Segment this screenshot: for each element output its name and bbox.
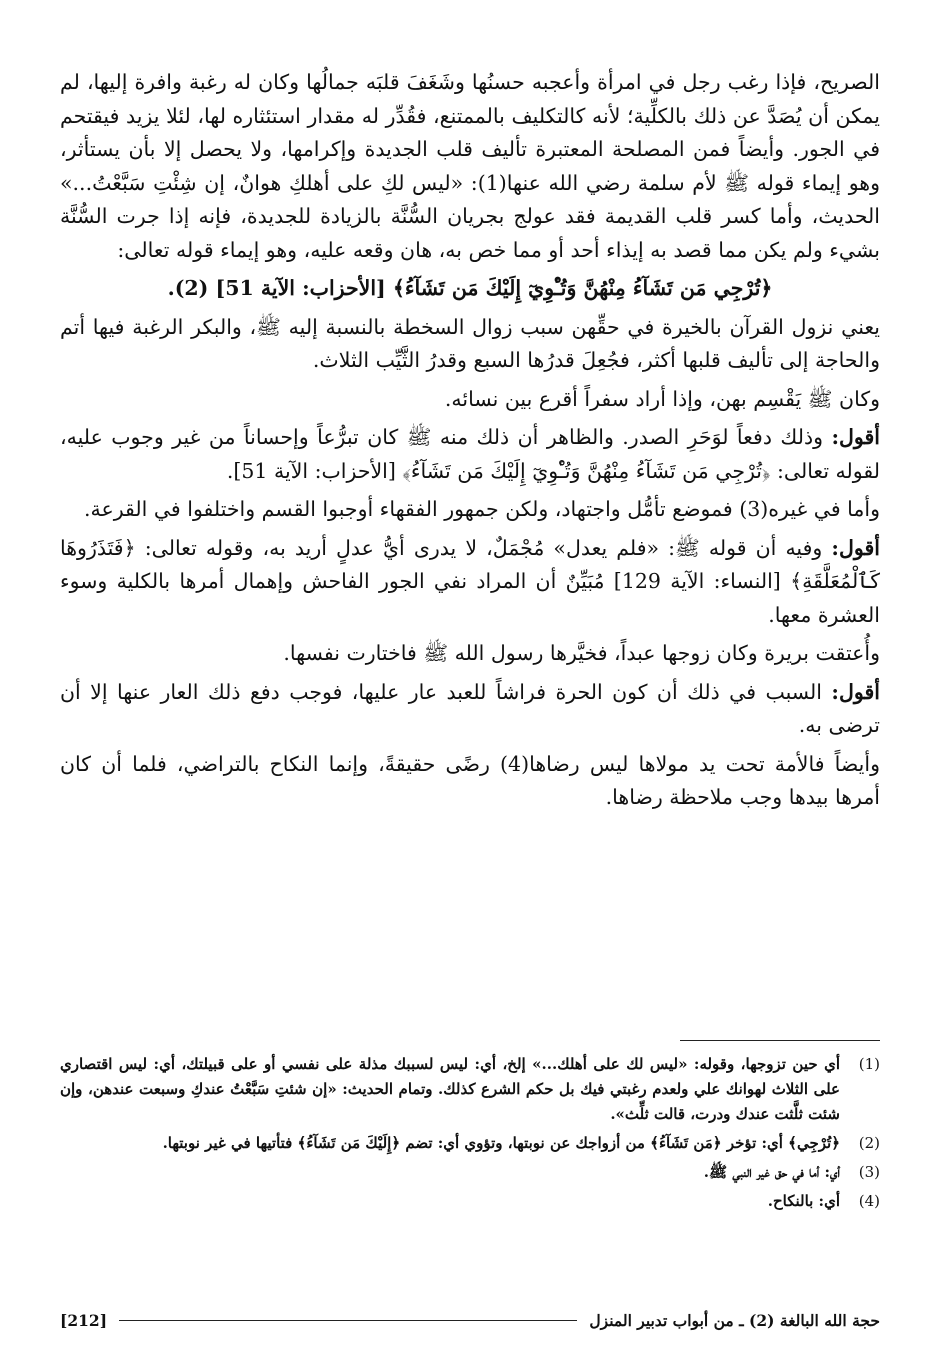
paragraph-4: وكان ﷺ يَقْسِم بهن، وإذا أراد سفراً أقرع بين نسائه. (444, 386, 880, 411)
footnote (60, 1131, 880, 1156)
paragraph-5: أقول: وذلك دفعاً لوَحَرِ الصدر. والظاهر أن ذلك منه ﷺ كان تبرُّعاً وإحساناً من غير وجوب عليه، لقوله تعالى: ﴿تُرْجِي مَن تَشَآءُ مِنْهُنَّ وَتُـْٔوِيٓ إِلَيْكَ مَن تَشَآءُ﴾ [الأحزاب: الآية 51]. (60, 425, 880, 483)
footnote-number: (4) (858, 1192, 880, 1210)
lead-word: أقول: (831, 535, 880, 560)
footnote-text: أي: أما في حق غير النبي ﷺ. (703, 1163, 840, 1181)
page-number: [212] (60, 1310, 108, 1330)
lead-word: أقول: (831, 679, 880, 704)
page-footer (60, 1306, 880, 1334)
paragraph-1: الصريح، فإذا رغب رجل في امرأة وأعجبه حسنُها وشَغَفَ قلبَه جمالُها وكان له رغبة وافرة إليها، لم يمكن أن يُصَدَّ عن ذلك بالكلِّية؛ لأنه كالتكليف بالممتنع، فقُدِّر له مقدار استئثاره لها، لئلا يزيد فيقتحم في الجور. وأيضاً فمن المصلحة المعتبرة تأليف قلب الجديدة وإكرامها، ولا يحصل إلا بأن يستأثر، وهو إيماء قوله ﷺ لأم سلمة رضي الله عنها(1): «ليس لكِ على أهلكِ هوانٌ، إن شِئْتِ سَبَّعْتُ...» الحديث، وأما كسر قلب القديمة فقد عولج بجريان السُّنَّة بالزيادة للجديدة، فإنه إذا جرت السُّنَّة بشيء ولم يكن مما قصد به إيذاء أحد أو مما خص به، هان وقعه عليه، وهو إيماء قوله تعالى: (60, 70, 880, 262)
footnote-text: ﴿تُرْجِي﴾ أي: تؤخر ﴿مَن تَشَآءُ﴾ من أزواجك عن نوبتها، وتؤوي أي: تضم ﴿إِلَيْكَ مَن تَشَآءُ﴾ فتأتيها في غير نوبتها. (162, 1134, 840, 1152)
footnote (60, 1052, 880, 1127)
paragraph-9: أقول: السبب في ذلك أن كون الحرة فراشاً للعبد عار عليها، فوجب دفع ذلك العار عنها إلا أن ترضى به. (60, 679, 880, 737)
running-title: حجة الله البالغة (2) ـ من أبواب تدبير المنزل (589, 1310, 880, 1330)
paragraph-7: أقول: وفيه أن قوله ﷺ: «فلم يعدل» مُجْمَلٌ، لا يدرى أيُّ عدلٍ أريد به، وقوله تعالى: ﴿فَتَذَرُوهَا كَٱلْمُعَلَّقَةِ﴾ [النساء: الآية 129] مُبَيِّنٌ أن المراد نفي الجور الفاحش وإهمال أمرها بالكلية وسوء العشرة معها. (60, 535, 880, 627)
footnote-number: (2) (858, 1134, 880, 1152)
paragraph-8: وأُعتقت بريرة وكان زوجها عبداً، فخيَّرها رسول الله ﷺ فاختارت نفسها. (283, 641, 880, 665)
footnote-text: أي: بالنكاح. (767, 1192, 840, 1210)
footnote-number: (3) (858, 1163, 880, 1181)
footnote-divider (680, 1040, 880, 1041)
lead-word: أقول: (831, 425, 880, 449)
footnote (60, 1160, 880, 1185)
footnote (60, 1189, 880, 1214)
quran-verse: ﴿تُرْجِي مَن تَشَآءُ مِنْهُنَّ وَتُـْٔوِيٓ إِلَيْكَ مَن تَشَآءُ﴾ [الأحزاب: الآية 51] (2). (167, 276, 773, 300)
footer-rule (119, 1320, 577, 1321)
paragraph-10: وأيضاً فالأمة تحت يد مولاها ليس رضاها(4) رضًى حقيقةً، وإنما النكاح بالتراضي، فلما أن كان أمرها بيدها وجب ملاحظة رضاها. (60, 751, 880, 809)
footnote-number: (1) (858, 1055, 880, 1073)
footnote-text: أي حين تزوجها، وقوله: «ليس لك على أهلك...» إلخ، أي: ليس لسببك مذلة على نفسي أو على قبيلتك، أي: ليس اقتصاري على الثلاث لهوانك علي ولعدم رغبتي فيك بل حكم الشرع كذلك. وتمام الحديث: «إن شئتِ سَبَّعْتُ عندكِ وسبعت عندهن، وإن شئت ثلَّثت عندك ودرت، قالت ثلِّث». (60, 1055, 840, 1123)
footnotes (60, 1052, 880, 1218)
paragraph-3: يعني نزول القرآن بالخيرة في حقِّهن سبب زوال السخطة بالنسبة إليه ﷺ، والبكر الرغبة فيها أتم والحاجة إلى تأليف قلبها أكثر، فجُعِلَ قدرُها السبع وقدرُ الثَّيِّب الثلاث. (60, 314, 880, 372)
main-text (60, 66, 880, 820)
paragraph-6: وأما في غيره(3) فموضع تأمُّل واجتهاد، ولكن جمهور الفقهاء أوجبوا القسم واختلفوا في القرعة. (83, 497, 880, 521)
